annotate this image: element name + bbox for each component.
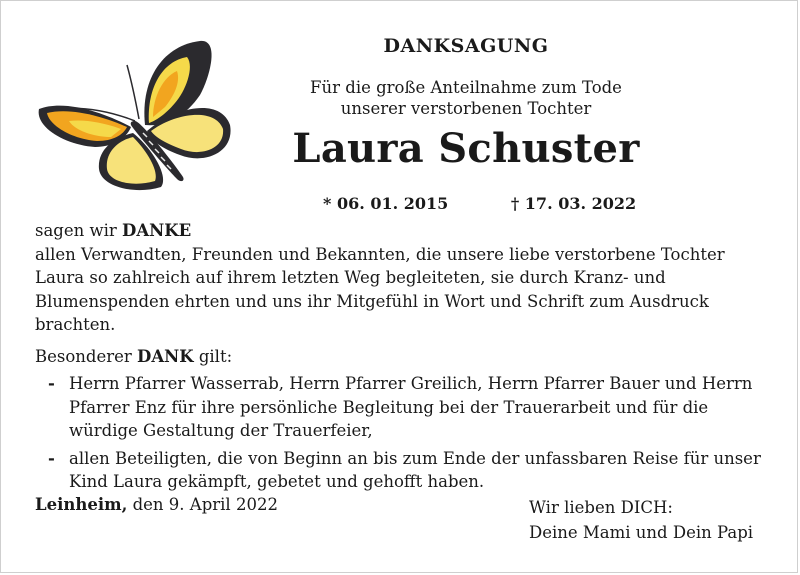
date: den 9. April 2022 xyxy=(132,495,278,514)
intro-line: unserer verstorbenen Tochter xyxy=(340,99,592,118)
special-word: DANK xyxy=(137,346,194,366)
list-item xyxy=(35,372,765,443)
death-date: † 17. 03. 2022 xyxy=(510,194,637,213)
dash-bullet: - xyxy=(48,448,55,468)
notice-body xyxy=(35,219,765,494)
recipients-list xyxy=(35,372,765,494)
special-suffix: gilt: xyxy=(198,346,233,366)
place: Leinheim, xyxy=(35,495,128,514)
list-item-text: allen Beteiligten, die von Beginn an bis zum Ende der unfassbaren Reise für unser Kind Laura gekämpft, gebetet und gehofft haben. xyxy=(69,448,761,491)
list-item-text: Herrn Pfarrer Wasserrab, Herrn Pfarrer Greilich, Herrn Pfarrer Bauer und Herrn Pfarrer Enz für ihre persönliche Begleitung bei der Trauerarbeit und für die würdige Gestaltung der Trauerfeier, xyxy=(69,374,753,440)
list-item xyxy=(35,447,765,494)
butterfly-icon xyxy=(35,37,235,197)
notice-title: DANKSAGUNG xyxy=(383,35,549,57)
birth-date: * 06. 01. 2015 xyxy=(323,194,449,213)
special-thanks-line xyxy=(35,345,765,369)
intro-line: Für die große Anteilnahme zum Tode xyxy=(310,78,622,97)
deceased-name: Laura Schuster xyxy=(292,125,640,172)
intro-text xyxy=(261,77,671,119)
life-dates xyxy=(323,194,636,213)
thanks-word: DANKE xyxy=(122,221,192,240)
signature: Deine Mami und Dein Papi xyxy=(529,523,754,542)
thanks-prefix: sagen wir xyxy=(35,221,117,240)
love-line: Wir lieben DICH: xyxy=(529,498,673,517)
dash-bullet: - xyxy=(48,374,55,393)
signature-block xyxy=(529,495,753,545)
thanks-paragraph: allen Verwandten, Freunden und Bekannten, die unsere liebe verstorbene Tochter Laura so zahlreich auf ihrem letzten Weg begleiteten, sie durch Kranz- und Blumenspenden ehrten und uns ihr Mitgefühl in Wort und Schrift zum Ausdruck brachten. xyxy=(35,244,725,334)
special-prefix: Besonderer xyxy=(35,346,132,366)
place-date xyxy=(35,495,278,514)
thanks-line xyxy=(35,219,765,243)
